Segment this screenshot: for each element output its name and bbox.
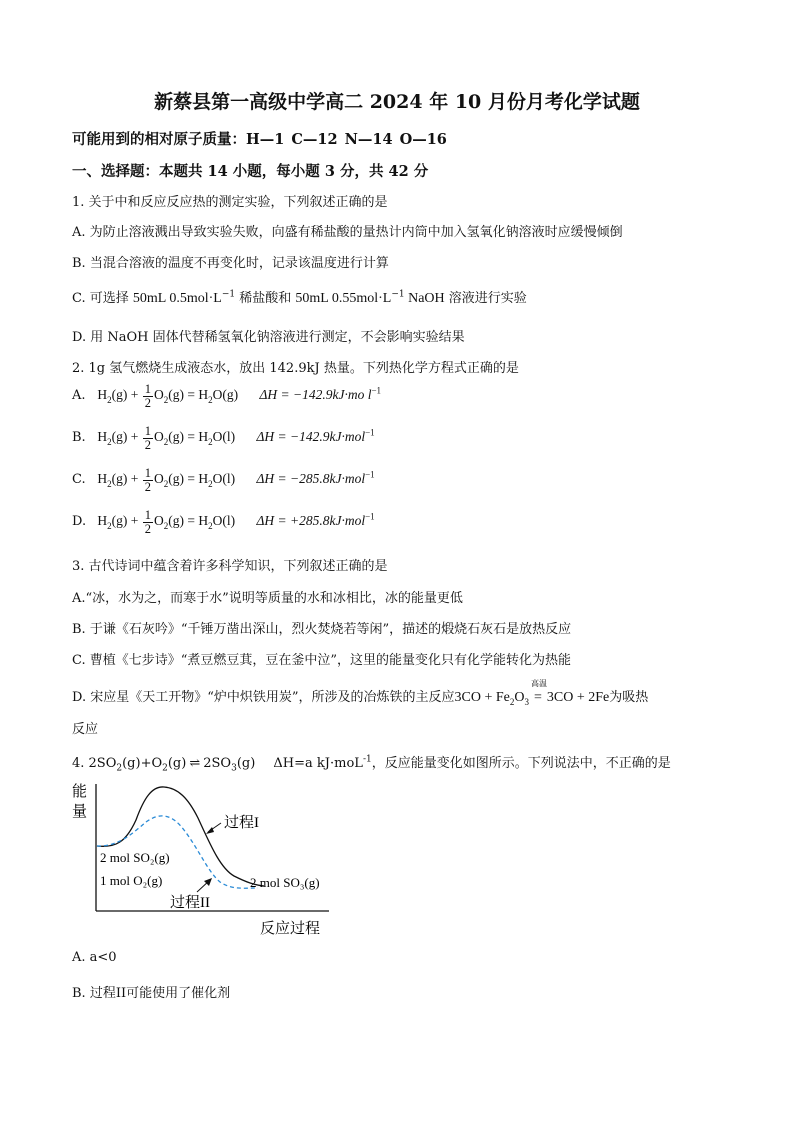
product-so3-label: 2 mol SO₃(g) — [250, 875, 320, 890]
process-1-label: 过程I — [224, 815, 259, 831]
q2-option-b: B. $H_2(g)$ + $\frac{1}{2}$ $O_2(g) = H_2O(l) \Delta H = -142.9kJ\cdot mol^{-1}$ — [72, 424, 375, 452]
q1-acid-amount: 50mL 0.5mol·L — [132, 291, 222, 306]
page-title: 新蔡县第一高级中学高二 2024 年 10 月份月考化学试题 — [154, 91, 640, 113]
reactant-o2-label: 1 mol O₂(g) — [100, 873, 163, 888]
energy-diagram — [64, 776, 364, 941]
q3-option-b: B. 于谦《石灰吟》“千锤万凿出深山，烈火焚烧若等闲”，描述的煅烧石灰石是放热反应 — [72, 622, 572, 637]
y-axis-label-top: 能 — [72, 784, 88, 800]
q4-option-b: B. 过程II可能使用了催化剂 — [72, 986, 231, 1001]
q2-option-c: C. $H_2(g)$ + $\frac{1}{2}$ $O_2(g) = H_2O(l) \Delta H = -285.8kJ\cdot mol^{-1}$ — [72, 466, 375, 494]
q3-stem: 3. 古代诗词中蕴含着许多科学知识，下列叙述正确的是 — [72, 559, 388, 574]
q4-option-a: A. a<0 — [72, 950, 117, 965]
q2-option-b-label: B. — [72, 430, 86, 446]
reactant-so2-label: 2 mol SO₂(g) — [100, 850, 170, 865]
y-axis-label-bottom: 量 — [72, 804, 88, 820]
one-half-fraction: $\frac{1}{2}$ — [144, 466, 151, 494]
q1-option-c — [72, 287, 527, 307]
q2-option-a-label: A. — [72, 388, 86, 404]
section-heading: 一、选择题：本题共 14 小题，每小题 3 分，共 42 分 — [72, 163, 429, 180]
q3-option-a: A.“冰，水为之，而寒于水”说明等质量的水和冰相比，冰的能量更低 — [72, 591, 463, 606]
q2-option-c-enthalpy: ΔH = −285.8kJ·mol — [256, 471, 366, 487]
q2-option-a-enthalpy: ΔH = −142.9kJ·mo l — [259, 387, 372, 403]
q1-acid-sup: −1 — [221, 289, 236, 300]
q1-option-c-prefix: C. 可选择 — [72, 291, 129, 306]
q2-stem: 2. 1g 氢气燃烧生成液态水，放出 142.9kJ 热量。下列热化学方程式正确的是 — [72, 361, 519, 376]
atomic-masses-line: 可能用到的相对原子质量：H—1 C—12 N—14 O—16 — [72, 131, 447, 148]
q2-option-b-enthalpy: ΔH = −142.9kJ·mol — [256, 429, 366, 445]
q3-option-d-wrap: 反应 — [72, 722, 99, 737]
q2-option-a: A. $H_2(g)$ + $\frac{1}{2}$ $O_2(g) = H_2O(g) \Delta H = -142.9kJ\cdot mo$ $l^{-1}$ — [72, 382, 382, 410]
one-half-fraction: $\frac{1}{2}$ — [144, 424, 151, 452]
q1-base-amount: 50mL 0.55mol·L — [295, 291, 392, 306]
q4-stem: 4. $2SO_2(g)+O_2(g)$ ⇌ $2SO_3(g)$ ΔH=a kJ·moL$^{-1}$，反应能量变化如图所示。下列说法中，不正确的是 — [72, 754, 671, 774]
q2-option-c-label: C. — [72, 472, 86, 488]
q1-option-d: D. 用 NaOH 固体代替稀氢氧化钠溶液进行测定，不会影响实验结果 — [72, 330, 465, 345]
x-axis-label: 反应过程 — [260, 921, 321, 937]
q1-stem: 1. 关于中和反应反应热的测定实验，下列叙述正确的是 — [72, 195, 388, 210]
q1-option-b: B. 当混合溶液的温度不再变化时，记录该温度进行计算 — [72, 256, 389, 271]
q1-naoh: NaOH — [404, 291, 445, 306]
one-half-fraction: $\frac{1}{2}$ — [144, 508, 151, 536]
q3-option-d — [72, 679, 649, 707]
process-1-curve — [97, 787, 264, 886]
q2-option-d: D. $H_2(g)$ + $\frac{1}{2}$ $O_2(g) = H_2O(l) \Delta H = +285.8kJ\cdot mol^{-1}$ — [72, 508, 375, 536]
q3-option-d-suffix: 为吸热 — [609, 690, 649, 705]
one-half-fraction: $\frac{1}{2}$ — [144, 382, 151, 410]
high-temperature-condition: 高温 — [531, 679, 547, 688]
q1-option-a: A. 为防止溶液溅出导致实验失败，向盛有稀盐酸的量热计内筒中加入氢氧化钠溶液时应缓慢倾倒 — [72, 225, 623, 240]
process-1-arrowhead — [206, 827, 214, 834]
q1-option-c-suffix: 溶液进行实验 — [448, 291, 527, 306]
q1-option-c-mid: 稀盐酸和 — [239, 291, 292, 306]
q2-option-d-enthalpy: ΔH = +285.8kJ·mol — [256, 513, 366, 529]
process-2-label: 过程II — [170, 895, 210, 911]
q3-option-c: C. 曹植《七步诗》“煮豆燃豆萁，豆在釜中泣”，这里的能量变化只有化学能转化为热能 — [72, 653, 572, 668]
q3-option-d-text: D. 宋应星《天工开物》“炉中炽铁用炭”，所涉及的冶炼铁的主反应 — [72, 690, 455, 705]
iron-smelting-equation: $3CO + Fe_2O_3$ 高温 = 3CO + 2Fe — [454, 679, 610, 707]
q2-option-d-label: D. — [72, 514, 87, 530]
q1-base-sup: −1 — [391, 289, 405, 300]
